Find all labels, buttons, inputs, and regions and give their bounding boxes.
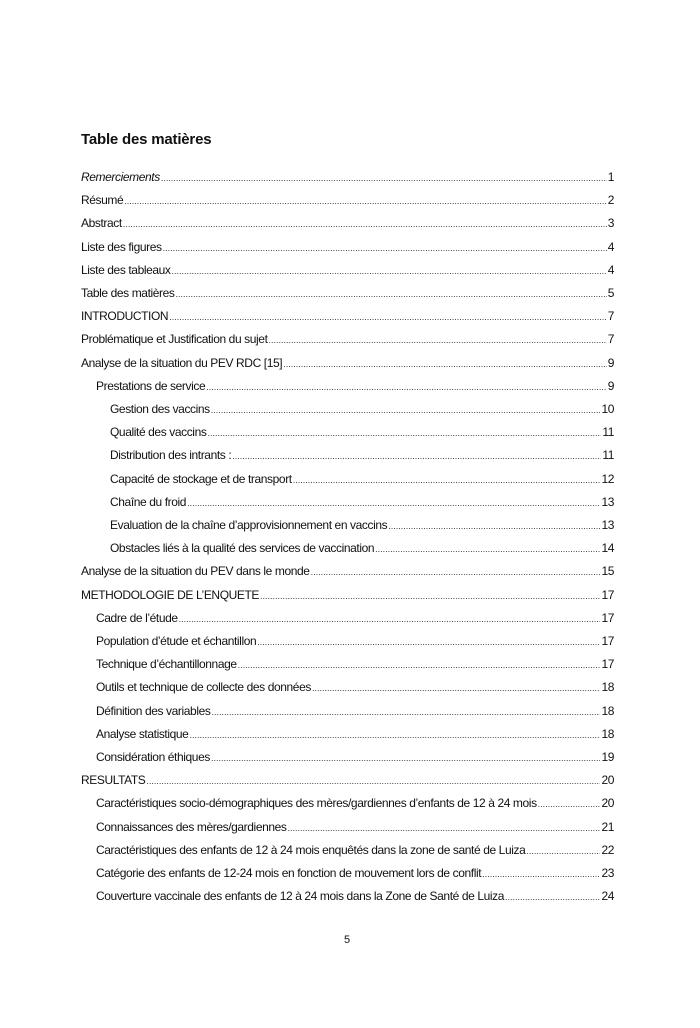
toc-entry[interactable] — [81, 240, 614, 254]
toc-entry-label: Caractéristiques des enfants de 12 à 24 mois enquêtés dans la zone de santé de Luiza — [96, 843, 526, 857]
toc-entry-page: 18 — [601, 704, 614, 718]
toc-entry-page: 15 — [601, 564, 614, 578]
toc-entry-page: 4 — [607, 263, 614, 277]
toc-dot-leader — [293, 472, 601, 487]
toc-entry[interactable] — [110, 472, 614, 486]
toc-entry-page: 9 — [607, 379, 614, 393]
toc-entry[interactable] — [96, 750, 614, 764]
toc-dot-leader — [283, 356, 607, 371]
toc-entry[interactable] — [96, 379, 614, 393]
toc-entry-page: 13 — [601, 518, 614, 532]
toc-entry-label: Technique d’échantillonnage — [96, 657, 237, 671]
toc-entry-label: Problématique et Justification du sujet — [81, 332, 268, 346]
toc-entry[interactable] — [96, 634, 614, 648]
toc-dot-leader — [260, 588, 600, 603]
toc-dot-leader — [505, 889, 600, 904]
toc-entry-label: Abstract — [81, 216, 122, 230]
toc-dot-leader — [211, 704, 600, 719]
toc-entry-label: Cadre de l’étude — [96, 611, 178, 625]
toc-dot-leader — [375, 541, 600, 556]
toc-entry[interactable] — [96, 843, 614, 857]
toc-entry-page: 23 — [601, 866, 614, 880]
toc-entry-label: Catégorie des enfants de 12-24 mois en fonction de mouvement lors de conflit — [96, 866, 482, 880]
toc-entry-label: Obstacles liés à la qualité des services de vaccination — [110, 541, 375, 555]
toc-entry-label: Analyse de la situation du PEV RDC [15] — [81, 356, 283, 370]
toc-entry-page: 1 — [607, 170, 614, 184]
toc-entry-label: Chaîne du froid — [110, 495, 187, 509]
toc-entry-page: 14 — [601, 541, 614, 555]
toc-dot-leader — [169, 309, 607, 324]
toc-entry[interactable] — [110, 495, 614, 509]
toc-entry-label: Prestations de service — [96, 379, 206, 393]
toc-entry-label: Distribution des intrants : — [110, 448, 232, 462]
toc-entry[interactable] — [110, 541, 614, 555]
toc-dot-leader — [187, 495, 600, 510]
toc-entry-page: 21 — [601, 820, 614, 834]
toc-entry-label: INTRODUCTION — [81, 309, 169, 323]
toc-entry-label: Liste des figures — [81, 240, 162, 254]
toc-entry[interactable] — [96, 866, 614, 880]
toc-entry[interactable] — [96, 657, 614, 671]
toc-dot-leader — [163, 240, 607, 255]
toc-entry[interactable] — [96, 796, 614, 810]
toc-dot-leader — [123, 216, 607, 231]
toc-entry[interactable] — [81, 216, 614, 230]
toc-entry[interactable] — [96, 704, 614, 718]
toc-entry-page: 11 — [602, 425, 614, 439]
toc-dot-leader — [124, 193, 606, 208]
toc-entry-page: 5 — [607, 286, 614, 300]
toc-entry[interactable] — [110, 402, 614, 416]
toc-entry[interactable] — [96, 611, 614, 625]
toc-entry-label: Résumé — [81, 193, 124, 207]
toc-entry-label: Considération éthiques — [96, 750, 210, 764]
toc-entry-page: 18 — [601, 727, 614, 741]
toc-dot-leader — [232, 448, 601, 463]
toc-entry[interactable] — [81, 193, 614, 207]
toc-entry-page: 17 — [601, 634, 614, 648]
toc-dot-leader — [207, 425, 601, 440]
toc-entry-label: Caractéristiques socio-démographiques des mères/gardiennes d’enfants de 12 à 24 mois — [96, 796, 537, 810]
toc-entry-label: Gestion des vaccins — [110, 402, 210, 416]
toc-entry-page: 24 — [601, 889, 614, 903]
toc-entry-label: Remerciements — [81, 170, 160, 184]
toc-entry[interactable] — [96, 820, 614, 834]
toc-dot-leader — [388, 518, 600, 533]
toc-dot-leader — [211, 750, 600, 765]
toc-dot-leader — [526, 843, 600, 858]
toc-entry[interactable] — [96, 727, 614, 741]
toc-entry[interactable] — [81, 564, 614, 578]
toc-entry-page: 22 — [601, 843, 614, 857]
toc-entry[interactable] — [96, 680, 614, 694]
toc-entry[interactable] — [110, 518, 614, 532]
toc-entry-page: 9 — [607, 356, 614, 370]
toc-entry[interactable] — [81, 170, 614, 184]
toc-entry[interactable] — [110, 448, 614, 462]
toc-entry[interactable] — [81, 332, 614, 346]
toc-entry-page: 4 — [607, 240, 614, 254]
toc-entry-page: 10 — [601, 402, 614, 416]
toc-dot-leader — [238, 657, 601, 672]
toc-dot-leader — [482, 866, 600, 881]
toc-dot-leader — [176, 286, 607, 301]
toc-title: Table des matières — [81, 131, 212, 148]
toc-entry-label: Table des matières — [81, 286, 175, 300]
toc-entry-label: Couverture vaccinale des enfants de 12 à 24 mois dans la Zone de Santé de Luiza — [96, 889, 505, 903]
toc-entry-page: 2 — [607, 193, 614, 207]
toc-dot-leader — [288, 820, 601, 835]
toc-dot-leader — [146, 773, 600, 788]
toc-entry[interactable] — [110, 425, 614, 439]
toc-dot-leader — [211, 402, 601, 417]
toc-dot-leader — [538, 796, 601, 811]
toc-entry-label: Connaissances des mères/gardiennes — [96, 820, 287, 834]
toc-entry-page: 7 — [607, 332, 614, 346]
toc-entry-label: Analyse statistique — [96, 727, 189, 741]
toc-dot-leader — [172, 263, 607, 278]
toc-entry-page: 3 — [607, 216, 614, 230]
toc-entry[interactable] — [81, 286, 614, 300]
toc-entry-label: Analyse de la situation du PEV dans le monde — [81, 564, 310, 578]
toc-entry-page: 17 — [601, 657, 614, 671]
toc-entry-page: 13 — [601, 495, 614, 509]
toc-entry-label: Qualité des vaccins — [110, 425, 207, 439]
toc-dot-leader — [161, 170, 607, 185]
toc-dot-leader — [311, 564, 601, 579]
toc-entry[interactable] — [81, 263, 614, 277]
toc-entry-page: 11 — [602, 448, 614, 462]
toc-entry-label: Outils et technique de collecte des données — [96, 680, 311, 694]
toc-entry-label: Capacité de stockage et de transport — [110, 472, 292, 486]
toc-dot-leader — [179, 611, 601, 626]
toc-entry-page: 7 — [607, 309, 614, 323]
toc-entry-label: RESULTATS — [81, 773, 146, 787]
toc-entry[interactable] — [81, 773, 614, 787]
toc-entry[interactable] — [81, 309, 614, 323]
toc-entry[interactable] — [96, 889, 614, 903]
toc-dot-leader — [312, 680, 600, 695]
toc-entry-page: 12 — [601, 472, 614, 486]
toc-dot-leader — [257, 634, 600, 649]
toc-entry-page: 17 — [601, 611, 614, 625]
toc-entry[interactable] — [81, 356, 614, 370]
toc-entry[interactable] — [81, 588, 614, 602]
toc-entry-label: Liste des tableaux — [81, 263, 171, 277]
toc-dot-leader — [189, 727, 600, 742]
toc-entry-label: Evaluation de la chaîne d’approvisionnement en vaccins — [110, 518, 388, 532]
toc-entry-page: 19 — [601, 750, 614, 764]
toc-dot-leader — [206, 379, 606, 394]
toc-entry-page: 17 — [601, 588, 614, 602]
toc-entry-page: 18 — [601, 680, 614, 694]
toc-entry-page: 20 — [601, 773, 614, 787]
toc-entry-page: 20 — [601, 796, 614, 810]
toc-entry-label: Définition des variables — [96, 704, 211, 718]
toc-entry-label: METHODOLOGIE DE L’ENQUETE — [81, 588, 260, 602]
toc-dot-leader — [269, 332, 607, 347]
page-number: 5 — [344, 934, 351, 946]
toc-entry-label: Population d’étude et échantillon — [96, 634, 257, 648]
